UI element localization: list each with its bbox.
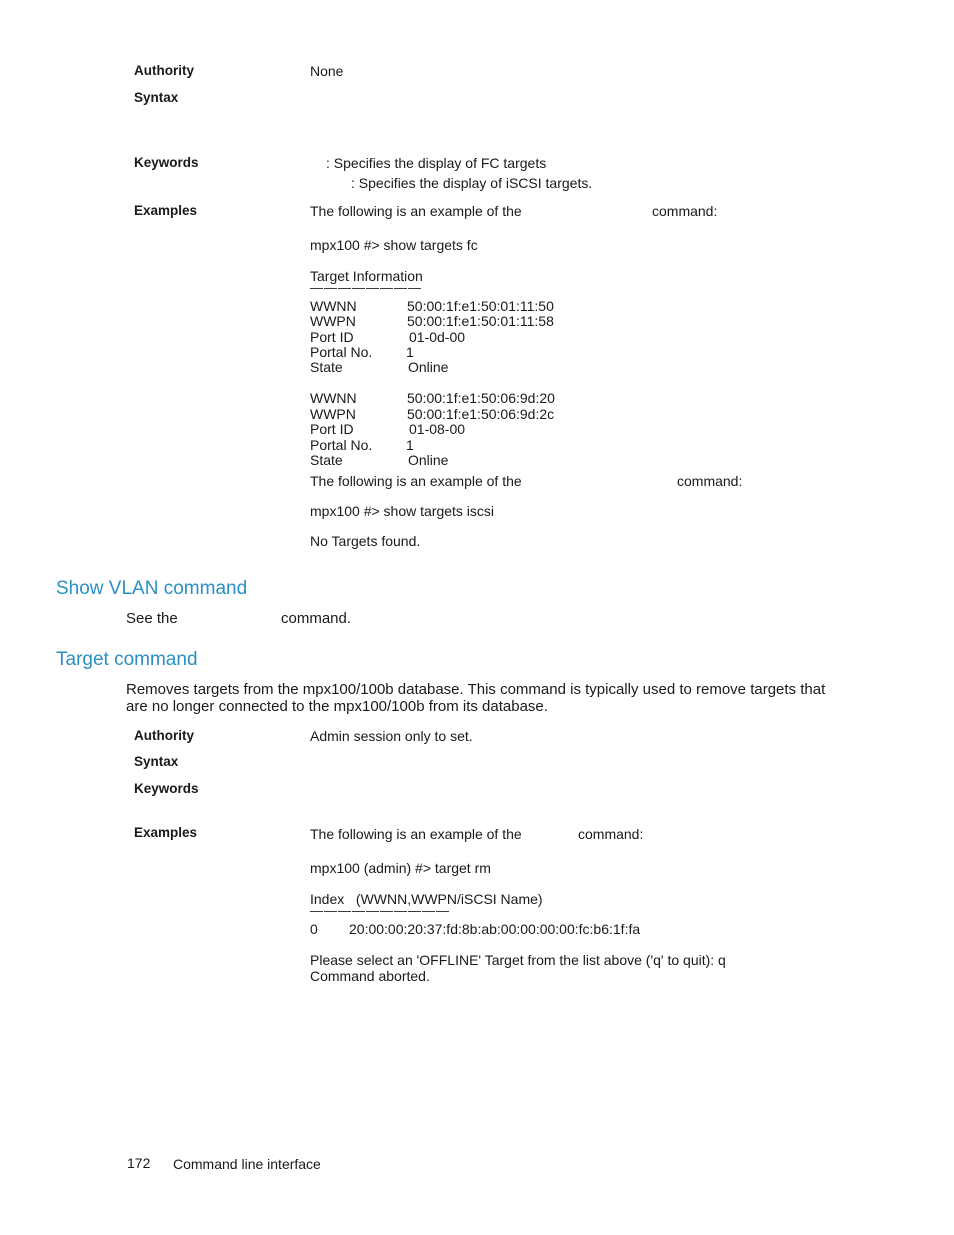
target-field-key: State bbox=[310, 452, 343, 468]
target-field-value: 01-0d-00 bbox=[409, 329, 466, 345]
target-field-key: WWPN bbox=[310, 406, 356, 422]
keywords-label: Keywords bbox=[134, 781, 199, 796]
table-row-index: 0 bbox=[310, 921, 318, 937]
table-header: Index (WWNN,WWPN/iSCSI Name) bbox=[310, 891, 543, 907]
authority-value: None bbox=[310, 63, 344, 79]
table-rule: —————————— bbox=[310, 903, 450, 918]
target-field-key: WWNN bbox=[310, 298, 357, 314]
target-field-key: WWNN bbox=[310, 390, 357, 406]
authority-value: Admin session only to set. bbox=[310, 728, 473, 744]
example2-result: No Targets found. bbox=[310, 533, 421, 549]
example-command-word: command: bbox=[578, 826, 644, 842]
target-description-line1: Removes targets from the mpx100/100b database. This command is typically used to remove targets that bbox=[126, 681, 826, 698]
target-info-title: Target Information bbox=[310, 268, 423, 284]
target-field-value: 1 bbox=[406, 437, 414, 453]
example-command-word: command: bbox=[652, 203, 718, 219]
page-number: 172 bbox=[127, 1155, 151, 1171]
target-field-key: Portal No. bbox=[310, 344, 373, 360]
target-description-line2: are no longer connected to the mpx100/100b from its database. bbox=[126, 698, 548, 715]
example-prompt: mpx100 (admin) #> target rm bbox=[310, 860, 491, 876]
keyword-fc-desc: : Specifies the display of FC targets bbox=[326, 155, 547, 171]
target-field-value: 50:00:1f:e1:50:01:11:58 bbox=[407, 313, 554, 329]
example-intro: The following is an example of the bbox=[310, 203, 522, 219]
authority-label: Authority bbox=[134, 728, 194, 743]
select-prompt: Please select an 'OFFLINE' Target from the list above ('q' to quit): q bbox=[310, 952, 726, 968]
target-field-value: Online bbox=[408, 452, 449, 468]
target-field-value: 01-08-00 bbox=[409, 421, 466, 437]
section-heading-show-vlan: Show VLAN command bbox=[56, 578, 248, 599]
syntax-label: Syntax bbox=[134, 90, 179, 105]
target-field-value: 50:00:1f:e1:50:06:9d:20 bbox=[407, 390, 555, 406]
examples-label: Examples bbox=[134, 825, 198, 840]
example2-prompt: mpx100 #> show targets iscsi bbox=[310, 503, 495, 519]
target-field-value: 50:00:1f:e1:50:06:9d:2c bbox=[407, 406, 555, 422]
target-field-value: 50:00:1f:e1:50:01:11:50 bbox=[407, 298, 554, 314]
example-intro: The following is an example of the bbox=[310, 826, 522, 842]
examples-label: Examples bbox=[134, 203, 198, 218]
section-heading-target: Target command bbox=[56, 649, 198, 670]
authority-label: Authority bbox=[134, 63, 194, 78]
target-field-key: Port ID bbox=[310, 421, 354, 437]
target-field-key: WWPN bbox=[310, 313, 356, 329]
target-field-key: State bbox=[310, 359, 343, 375]
see-text: See the bbox=[126, 610, 178, 627]
syntax-label: Syntax bbox=[134, 754, 179, 769]
target-field-value: Online bbox=[408, 359, 449, 375]
footer-section-title: Command line interface bbox=[173, 1156, 321, 1172]
example2-command-word: command: bbox=[677, 473, 743, 489]
see-command-word: command. bbox=[281, 610, 352, 627]
target-field-value: 1 bbox=[406, 344, 414, 360]
target-field-key: Port ID bbox=[310, 329, 354, 345]
target-info-rule: ———————— bbox=[310, 280, 422, 295]
example-prompt: mpx100 #> show targets fc bbox=[310, 237, 478, 253]
keywords-label: Keywords bbox=[134, 155, 199, 170]
command-aborted: Command aborted. bbox=[310, 968, 430, 984]
table-row-name: 20:00:00:20:37:fd:8b:ab:00:00:00:00:fc:b6:1f:fa bbox=[349, 921, 641, 937]
keyword-iscsi-desc: : Specifies the display of iSCSI targets. bbox=[351, 175, 593, 191]
example2-intro: The following is an example of the bbox=[310, 473, 522, 489]
target-field-key: Portal No. bbox=[310, 437, 373, 453]
